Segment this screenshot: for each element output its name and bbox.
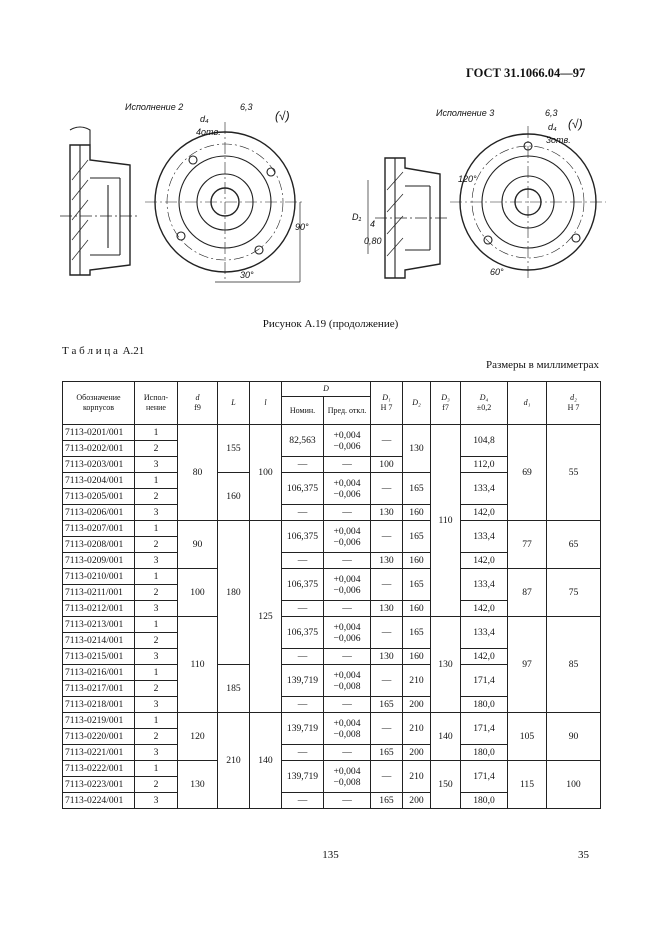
table-cell: 1 [135,521,178,537]
table-cell: — [282,697,324,713]
table-cell: 7113-0208/001 [63,537,135,553]
table-title [62,345,144,357]
table-cell: — [282,457,324,473]
table-cell: — [324,745,371,761]
table-cell: 133,4 [461,569,508,601]
table-cell: 100 [371,457,403,473]
table-cell: 7113-0206/001 [63,505,135,521]
table-cell [324,521,371,553]
table-row [63,569,601,585]
table-cell: — [282,745,324,761]
dim-080: 0,80 [364,236,382,246]
table-cell: 125 [250,521,282,713]
table-cell: — [324,697,371,713]
table-cell: 7113-0209/001 [63,553,135,569]
angle-90: 90° [295,222,309,232]
table-cell: 140 [431,713,461,761]
table-cell: 106,375 [282,617,324,649]
table-cell: 7113-0214/001 [63,633,135,649]
dimensions-table [62,381,601,809]
table-cell: 160 [218,473,250,521]
table-cell: 55 [547,425,601,521]
h-D-dev: Пред. откл. [327,405,367,415]
table-cell: 7113-0211/001 [63,585,135,601]
table-cell: 200 [403,745,431,761]
table-cell: 171,4 [461,713,508,745]
table-cell: 1 [135,713,178,729]
table-cell: — [371,425,403,457]
table-cell: — [371,761,403,793]
table-cell: 180,0 [461,793,508,809]
table-cell: 77 [508,521,547,569]
table-cell: 7113-0201/001 [63,425,135,441]
table-cell: 105 [508,713,547,761]
h-D-nom: Номин. [289,405,316,415]
table-cell: 110 [431,425,461,617]
table-cell: 165 [403,473,431,505]
table-cell: 3 [135,505,178,521]
table-cell: — [371,473,403,505]
table-cell: 7113-0219/001 [63,713,135,729]
page-number-right: 35 [578,849,589,861]
table-cell: 1 [135,665,178,681]
table-cell: 97 [508,617,547,713]
table-number: А.21 [122,345,145,357]
table-cell: 120 [178,713,218,761]
table-cell: 165 [371,697,403,713]
tolerance-value: −0,006 [333,584,361,596]
table-cell: 165 [403,521,431,553]
front-view-version-2 [145,122,305,282]
tolerance-value: −0,006 [333,536,361,548]
roughness-right: 6,3 [545,108,558,118]
h-D4: D₄ [479,393,489,402]
table-cell: 130 [371,553,403,569]
dim-d1: D₁ [352,212,362,222]
table-cell: 1 [135,473,178,489]
check-left: (√) [275,109,290,123]
table-cell: 142,0 [461,553,508,569]
table-cell: 165 [403,617,431,649]
table-cell: 165 [371,793,403,809]
tolerance-value: −0,006 [333,632,361,644]
table-cell: 185 [218,665,250,713]
table-cell: 7113-0215/001 [63,649,135,665]
figure-caption: Рисунок А.19 (продолжение) [262,318,399,330]
h-d2: d₂ [570,393,577,402]
h-D2: D₂ [412,398,421,407]
tolerance-value: +0,004 [333,429,361,441]
table-cell: 130 [403,425,431,473]
table-cell: 90 [178,521,218,569]
table-cell: 130 [431,617,461,713]
table-cell: 7113-0212/001 [63,601,135,617]
h-D4-tol: ±0,2 [476,403,492,412]
table-cell: 160 [403,505,431,521]
table-cell: — [282,553,324,569]
table-cell: 3 [135,649,178,665]
table-units: Размеры в миллиметрах [486,359,599,371]
h-d: d [195,393,200,402]
table-cell: 180 [218,521,250,665]
table-cell: 133,4 [461,617,508,649]
table-cell: 160 [403,553,431,569]
table-cell: 180,0 [461,697,508,713]
table-cell: 140 [250,713,282,809]
table-row [63,521,601,537]
table-cell: 3 [135,553,178,569]
tolerance-value: +0,004 [333,717,361,729]
table-cell: 180,0 [461,745,508,761]
table-cell: 1 [135,569,178,585]
d4-right: d₄ [548,122,557,132]
h-d2-tol: H 7 [567,403,580,412]
angle-30: 30° [240,270,254,280]
table-cell: 3 [135,793,178,809]
table-cell: 115 [508,761,547,809]
standard-number: ГОСТ 31.1066.04—97 [466,66,586,80]
table-cell: 106,375 [282,473,324,505]
table-cell: 200 [403,697,431,713]
table-cell: 7113-0224/001 [63,793,135,809]
holes-right: 3отв. [546,135,571,145]
table-cell [324,761,371,793]
table-cell: 7113-0223/001 [63,777,135,793]
table-cell: 2 [135,729,178,745]
table-cell: 142,0 [461,601,508,617]
table-cell: 7113-0205/001 [63,489,135,505]
table-cell: 3 [135,697,178,713]
table-cell: — [324,601,371,617]
table-cell: 7113-0204/001 [63,473,135,489]
table-title-word: Т а б л и ц а [62,345,118,357]
table-cell: — [282,793,324,809]
table-cell: 100 [178,569,218,617]
table-row [63,761,601,777]
table-cell [324,713,371,745]
table-cell: 160 [403,601,431,617]
table-cell: — [324,793,371,809]
table-cell: 133,4 [461,521,508,553]
table-cell: 106,375 [282,521,324,553]
table-cell: 7113-0221/001 [63,745,135,761]
table-cell: 210 [403,761,431,793]
table-cell: 3 [135,745,178,761]
table-cell: 2 [135,489,178,505]
table-cell: 130 [371,505,403,521]
table-cell: 139,719 [282,665,324,697]
table-cell: 75 [547,569,601,617]
table-cell: 104,8 [461,425,508,457]
table-cell: 1 [135,425,178,441]
tolerance-value: +0,004 [333,477,361,489]
table-cell: 7113-0202/001 [63,441,135,457]
tolerance-value: +0,004 [333,621,361,633]
table-cell: — [282,649,324,665]
technical-drawing [0,90,661,305]
table-cell: — [371,665,403,697]
table-cell: — [371,521,403,553]
table-cell: 139,719 [282,713,324,745]
table-cell: 2 [135,633,178,649]
table-cell [324,569,371,601]
table-cell: 100 [250,425,282,521]
table-cell: 7113-0207/001 [63,521,135,537]
table-cell: 7113-0216/001 [63,665,135,681]
h-l: l [264,398,267,407]
table-cell: 7113-0222/001 [63,761,135,777]
table-cell: 7113-0203/001 [63,457,135,473]
dim-4: 4 [370,219,376,229]
table-cell: — [282,505,324,521]
tolerance-value: −0,008 [333,776,361,788]
tolerance-value: +0,004 [333,669,361,681]
table-cell: — [282,601,324,617]
table-cell: 171,4 [461,665,508,697]
table-cell: 7113-0213/001 [63,617,135,633]
h-D3: D₃ [441,393,450,402]
table-cell: 2 [135,777,178,793]
table-cell: — [324,505,371,521]
table-cell: 7113-0218/001 [63,697,135,713]
d4-left: d₄ [200,114,209,124]
table-cell: 2 [135,537,178,553]
table-cell: — [371,617,403,649]
table-cell: 90 [547,713,601,761]
h-d-tol: f9 [194,403,201,412]
table-cell: 142,0 [461,649,508,665]
table-cell: 210 [218,713,250,809]
tolerance-value: −0,006 [333,440,361,452]
table-cell: 2 [135,441,178,457]
table-cell: 133,4 [461,473,508,505]
table-cell: 7113-0210/001 [63,569,135,585]
table-cell: 1 [135,761,178,777]
front-view-version-3 [450,126,606,278]
table-cell: 165 [371,745,403,761]
table-cell: — [324,457,371,473]
tolerance-value: −0,008 [333,680,361,692]
h-D: D [323,384,329,394]
table-cell: 130 [371,649,403,665]
table-cell: 110 [178,617,218,713]
table-cell [324,665,371,697]
table-cell: 82,563 [282,425,324,457]
table-cell: — [324,553,371,569]
table-cell: 1 [135,617,178,633]
table-cell: — [371,713,403,745]
table-cell: — [371,569,403,601]
table-cell: 2 [135,681,178,697]
version-3-label: Исполнение 3 [436,108,495,118]
table-cell: 85 [547,617,601,713]
tolerance-value: +0,004 [333,525,361,537]
table-cell: 165 [403,569,431,601]
table-row [63,617,601,633]
table-cell: 155 [218,425,250,473]
table-cell: 160 [403,649,431,665]
tolerance-value: −0,008 [333,728,361,740]
table-row [63,425,601,441]
table-cell: 2 [135,585,178,601]
tolerance-value: +0,004 [333,765,361,777]
table-cell: 112,0 [461,457,508,473]
holes-left: 4отв. [196,127,221,137]
table-row [63,713,601,729]
check-right: (√) [568,117,583,131]
table-cell: 7113-0220/001 [63,729,135,745]
table-cell: 150 [431,761,461,809]
table-cell: 106,375 [282,569,324,601]
table-cell: 210 [403,713,431,745]
table-cell: 87 [508,569,547,617]
table-cell: 200 [403,793,431,809]
roughness-left: 6,3 [240,102,253,112]
page-number-center: 135 [322,849,339,861]
table-cell: 7113-0217/001 [63,681,135,697]
table-cell: 210 [403,665,431,697]
section-view-version-2 [60,127,140,275]
section-view-version-3 [368,158,450,278]
table-cell: 130 [371,601,403,617]
table-cell: 3 [135,457,178,473]
table-cell [324,617,371,649]
table-cell: 69 [508,425,547,521]
h-D3-tol: f7 [442,403,449,412]
table-cell: 65 [547,521,601,569]
angle-120: 120° [458,174,477,184]
tolerance-value: −0,006 [333,488,361,500]
table-cell: 139,719 [282,761,324,793]
table-cell: — [324,649,371,665]
version-2-label: Исполнение 2 [125,102,184,112]
h-d1: d₁ [523,398,531,407]
table-cell: 3 [135,601,178,617]
table-cell: 171,4 [461,761,508,793]
table-cell: 80 [178,425,218,521]
h-version: Испол-нение [143,393,169,412]
angle-60: 60° [490,267,504,277]
h-L: L [231,398,236,407]
h-code: Обозначение корпусов [76,393,121,412]
tolerance-value: +0,004 [333,573,361,585]
table-cell [324,473,371,505]
h-D1-tol: H 7 [380,403,393,412]
table-cell: 100 [547,761,601,809]
table-cell: 142,0 [461,505,508,521]
h-D1: D₁ [382,393,391,402]
table-cell: 130 [178,761,218,809]
table-cell [324,425,371,457]
